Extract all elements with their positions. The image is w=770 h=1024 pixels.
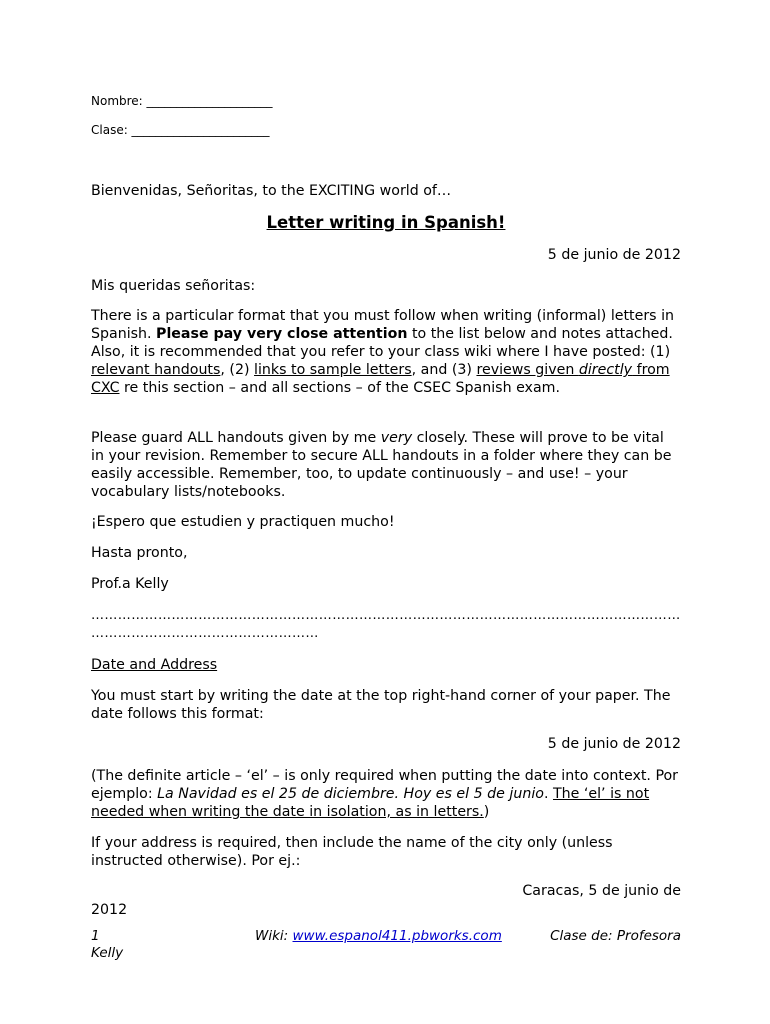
clase-field: Clase: _______________________ <box>91 123 270 137</box>
paragraph-date-intro: You must start by writing the date at the top right-hand corner of your paper. The date follows this format: <box>91 688 671 722</box>
page-title: Letter writing in Spanish! <box>266 213 506 232</box>
dotted-separator-end: …………………………………………… <box>91 626 319 641</box>
footer-wiki: Wiki: www.espanol411.pbworks.com <box>255 928 502 944</box>
dotted-separator: …………………………………………………………………………………………………………………… <box>91 608 681 623</box>
date-top: 5 de junio de 2012 <box>547 247 681 263</box>
address-example-year: 2012 <box>91 902 128 918</box>
nombre-field: Nombre: _____________________ <box>91 94 273 108</box>
paragraph-handouts: Please guard ALL handouts given by me very closely. These will prove to be vital in your revision. Remember to secure ALL handouts in a folder where they can be easily accessible. Remember, too, to update continuously – and use! – your vocabulary lists/notebooks. <box>91 430 672 500</box>
closing: Hasta pronto, <box>91 545 188 561</box>
address-example: Caracas, 5 de junio de <box>522 883 681 899</box>
paragraph-format: There is a particular format that you must follow when writing (informal) letters in Spanish. Please pay very close attention to the list below and notes attached. Also, it is recommended that you refer to your class wiki where I have posted: (1) relevant handouts, (2) links to sample letters, and (3) reviews given directly from CXC re this section – and all sections – of the CSEC Spanish exam. <box>91 308 675 396</box>
footer-kelly: Kelly <box>91 945 124 961</box>
intro-line: Bienvenidas, Señoritas, to the EXCITING world of… <box>91 183 452 199</box>
date-example: 5 de junio de 2012 <box>547 736 681 752</box>
paragraph-address: If your address is required, then include the name of the city only (unless instructed otherwise). Por ej.: <box>91 835 613 869</box>
signature: Prof.a Kelly <box>91 576 169 592</box>
section-heading: Date and Address <box>91 657 218 673</box>
page-number: 1 <box>91 928 100 944</box>
footer-clase: Clase de: Profesora <box>550 928 681 944</box>
paragraph-definite-article: (The definite article – ‘el’ – is only required when putting the date into context. Por ejemplo: La Navidad es el 25 de diciembre. Hoy es el 5 de junio. The ‘el’ is not needed when writing the date in isolation, as in letters.) <box>91 768 679 820</box>
wiki-link[interactable]: www.espanol411.pbworks.com <box>292 928 502 944</box>
paragraph-espero: ¡Espero que estudien y practiquen mucho! <box>91 514 395 530</box>
salutation: Mis queridas señoritas: <box>91 278 256 294</box>
